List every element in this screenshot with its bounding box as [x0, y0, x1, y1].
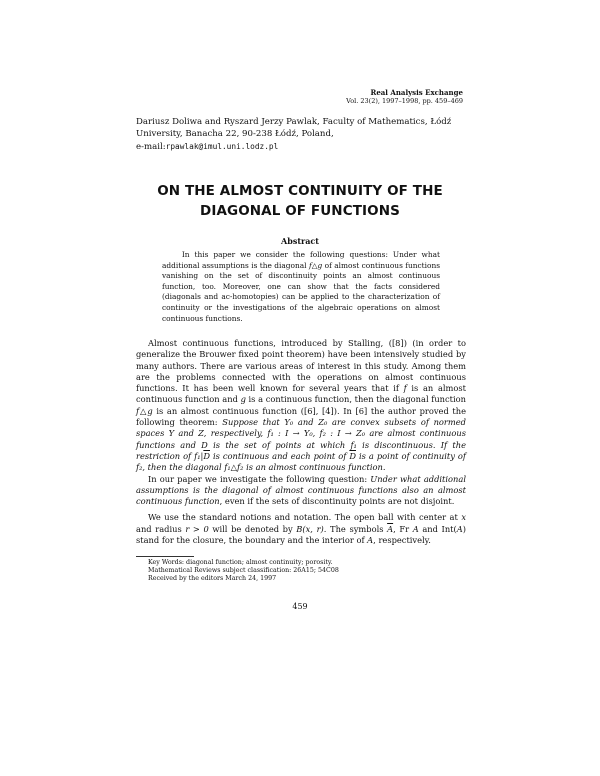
text-run: and radius [136, 523, 186, 534]
author-block [136, 116, 476, 153]
math-abar: $\overline{A}$ [387, 523, 394, 534]
paragraph-3 [136, 512, 466, 546]
text-run: In our paper we investigate the following question: [148, 473, 371, 484]
math-r: r > 0 [185, 523, 209, 534]
math-x: x [461, 512, 466, 523]
paragraph-1 [136, 338, 466, 474]
email-label: e-mail: [136, 141, 166, 152]
text-run: ) stand for the closure, the boundary and the interior of [136, 523, 467, 546]
math-dbar: $\overline{D}$ [349, 450, 356, 461]
text-run: , even if the sets of discontinuity points are not disjoint. [219, 496, 455, 507]
math-f: f [403, 383, 407, 394]
math-diagonal: f△g [136, 405, 153, 416]
math-a: A [456, 523, 463, 534]
theorem-text: is continuous and each point of [209, 450, 350, 461]
paragraph-2 [136, 474, 466, 508]
title-line-2: DIAGONAL OF FUNCTIONS [200, 203, 400, 219]
math-dbar: $\overline{D}$ [203, 450, 210, 461]
math-diagonal: f△g [308, 260, 323, 270]
question-text: Under what additional assumptions is the diagonal of almost continuous functions also an almost continuous function [136, 473, 466, 507]
text-run: is an almost continuous function ([6], [4]). In [6] the author proved the following theorem: [136, 405, 466, 428]
math-a: A [412, 523, 419, 534]
author-line-2: University, Banacha 22, 90-238 Łódź, Poland, [136, 129, 334, 140]
text-run: , Fr [393, 523, 413, 534]
text-run: is an almost continuous function and [136, 383, 467, 405]
theorem-text: is a point of continuity of f₂, then the diagonal f₁△f₂ is an almost continuous function [136, 450, 466, 473]
footnote-msc: Mathematical Reviews subject classification: 26A15; 54C08 [148, 567, 339, 575]
page-number: 459 [292, 602, 308, 611]
journal-name: Real Analysis Exchange [370, 88, 463, 97]
abstract-text [162, 250, 440, 324]
text-run: , respectively. [373, 535, 431, 546]
author-line-1: Dariusz Doliwa and Ryszard Jerzy Pawlak, Faculty of Mathematics, Łódź [136, 117, 452, 127]
abstract-part: of almost continuous functions vanishing on the set of discontinuity points an almost continuous function, too. Moreover, one can show that the facts considered (diagonals and ac-homotopies) can be applied to the characterization of continuity or the investigations of the algebraic operations on almost continuous functions. [162, 260, 441, 323]
author-email[interactable]: rpawlak@imul.uni.lodz.pl [165, 141, 279, 151]
footnotes [148, 559, 468, 583]
paper-title [130, 181, 470, 221]
math-g: g [240, 394, 246, 405]
math-a: A [367, 535, 374, 546]
abstract-part: In this paper we consider the following questions: Under what additional assumptions is the diagonal [162, 250, 440, 270]
text-run: We use the standard notions and notation. The open ball with center at [148, 512, 462, 523]
theorem-text: Suppose that Y₀ and Z₀ are convex subsets of normed spaces Y and Z, respectively, f₁ : I → Y₀, f₂ : I → Z₀ are almost continuous functions and D is the set of points at which f₁ is discontinuous. If the restriction of f₁| [136, 417, 466, 461]
text-run: . The symbols [323, 523, 388, 534]
journal-volume: Vol. 23(2), 1997–1998, pp. 459–469 [346, 97, 463, 105]
footnote-received: Received by the editors March 24, 1997 [148, 575, 277, 583]
footnote-keywords: Key Words: diagonal function; almost continuity; porosity. [148, 559, 333, 566]
text-run: and Int( [418, 523, 457, 534]
text-run: will be denoted by [208, 523, 297, 534]
text-run: . [382, 462, 386, 473]
text-run: Almost continuous functions, introduced by Stalling, ([8]) (in order to generalize the Brouwer fixed point theorem) have been intensively studied by many authors. There are various areas of interest in this study. Among them are the problems connected with the operations on almost continuous functions. It has been well known for several years that if [136, 338, 466, 394]
author-email-line [136, 141, 476, 153]
text-run: is a continuous function, then the diagonal function [245, 394, 466, 405]
abstract-heading: Abstract [281, 236, 319, 246]
title-line-1: ON THE ALMOST CONTINUITY OF THE [157, 183, 443, 199]
body-text [136, 338, 466, 546]
math-ball: B(x, r) [296, 523, 324, 534]
journal-header [346, 88, 463, 106]
footnote-rule [136, 556, 194, 557]
